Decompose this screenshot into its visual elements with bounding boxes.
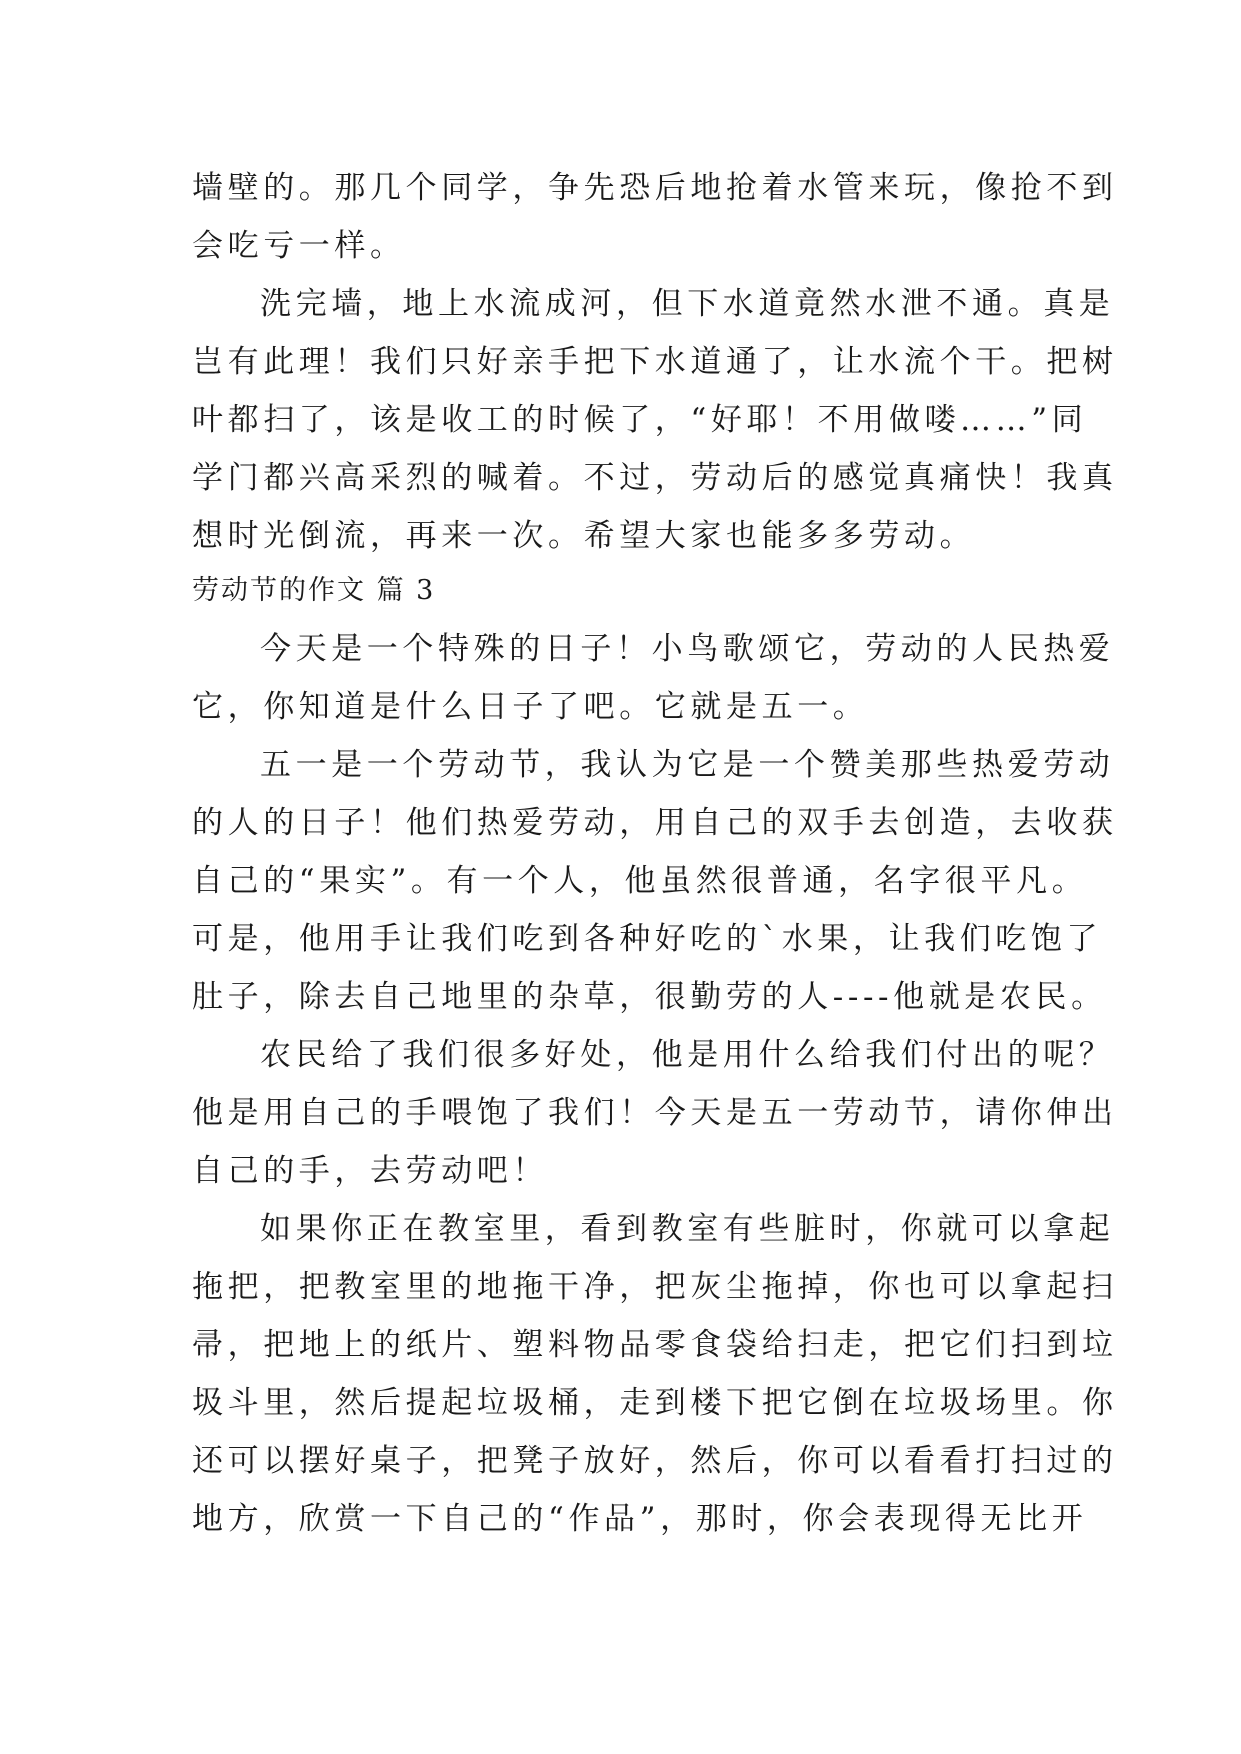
paragraph-line: 会吃亏一样。 bbox=[192, 228, 406, 264]
paragraph-line: 自己的手，去劳动吧！ bbox=[192, 1153, 548, 1189]
paragraph-line: 农民给了我们很多好处，他是用什么给我们付出的呢？ bbox=[260, 1037, 1115, 1073]
paragraph-line: 岂有此理！我们只好亲手把下水道通了，让水流个干。把树 bbox=[192, 344, 1118, 380]
paragraph-line: 今天是一个特殊的日子！小鸟歌颂它，劳动的人民热爱 bbox=[260, 631, 1115, 667]
paragraph-line: 拖把，把教室里的地拖干净，把灰尘拖掉，你也可以拿起扫 bbox=[192, 1269, 1118, 1305]
paragraph-line: 它，你知道是什么日子了吧。它就是五一。 bbox=[192, 689, 869, 725]
paragraph-line: 的人的日子！他们热爱劳动，用自己的双手去创造，去收获 bbox=[192, 805, 1118, 841]
paragraph-line: 还可以摆好桌子，把凳子放好，然后，你可以看看打扫过的 bbox=[192, 1443, 1118, 1479]
paragraph-line: 肚子，除去自己地里的杂草，很勤劳的人----他就是农民。 bbox=[192, 979, 1107, 1015]
paragraph-line: 帚，把地上的纸片、塑料物品零食袋给扫走，把它们扫到垃 bbox=[192, 1327, 1118, 1363]
paragraph-line: 地方，欣赏一下自己的“作品”，那时，你会表现得无比开 bbox=[192, 1501, 1088, 1537]
paragraph-line: 五一是一个劳动节，我认为它是一个赞美那些热爱劳动 bbox=[260, 747, 1115, 783]
paragraph-line: 如果你正在教室里，看到教室有些脏时，你就可以拿起 bbox=[260, 1211, 1115, 1247]
paragraph-line: 可是，他用手让我们吃到各种好吃的`水果，让我们吃饱了 bbox=[192, 921, 1103, 957]
paragraph-line: 他是用自己的手喂饱了我们！今天是五一劳动节，请你伸出 bbox=[192, 1095, 1118, 1131]
paragraph-line: 自己的“果实”。有一个人，他虽然很普通，名字很平凡。 bbox=[192, 863, 1088, 899]
paragraph-line: 想时光倒流，再来一次。希望大家也能多多劳动。 bbox=[192, 518, 976, 554]
paragraph-line: 圾斗里，然后提起垃圾桶，走到楼下把它倒在垃圾场里。你 bbox=[192, 1385, 1118, 1421]
paragraph-line: 洗完墙，地上水流成河，但下水道竟然水泄不通。真是 bbox=[260, 286, 1115, 322]
paragraph-line: 学门都兴高采烈的喊着。不过，劳动后的感觉真痛快！我真 bbox=[192, 460, 1118, 496]
section-heading: 劳动节的作文 篇 3 bbox=[192, 575, 436, 606]
paragraph-line: 墙壁的。那几个同学，争先恐后地抢着水管来玩，像抢不到 bbox=[192, 170, 1118, 206]
paragraph-line: 叶都扫了，该是收工的时候了，“好耶！不用做喽……”同 bbox=[192, 402, 1088, 438]
